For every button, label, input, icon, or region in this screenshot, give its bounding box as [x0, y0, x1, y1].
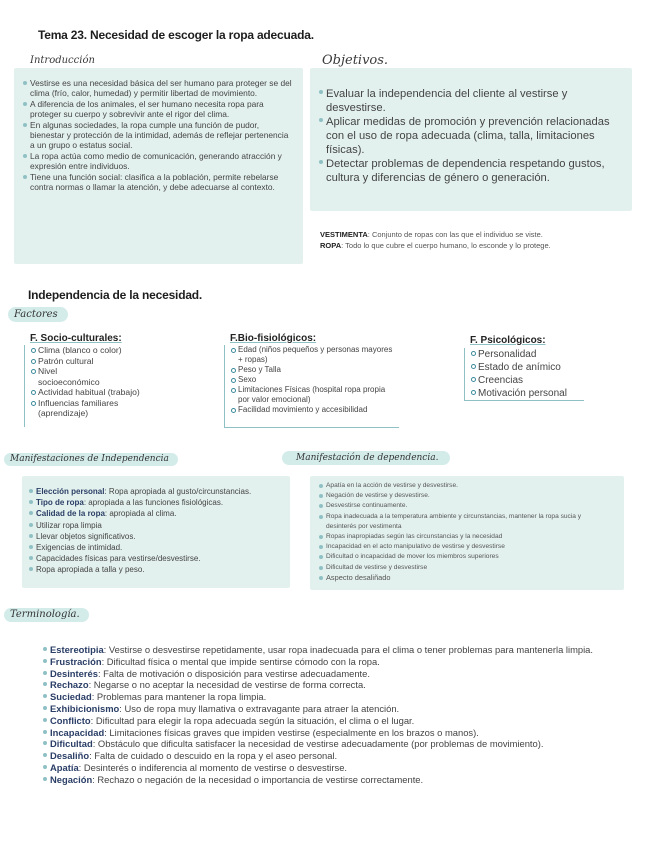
- factor-socio-list: [30, 345, 178, 419]
- page-title: Tema 23. Necesidad de escoger la ropa adecuada.: [38, 28, 314, 42]
- factor-socio-title: F. Socio-culturales:: [30, 333, 122, 344]
- factor-item: Motivación personal: [478, 387, 620, 400]
- manifest-dep-list: [326, 481, 612, 583]
- definitions: [320, 229, 640, 251]
- terminology-list: [50, 644, 606, 786]
- manifest-dep-item: Dificultad o incapacidad de mover los miembros superiores: [326, 552, 612, 562]
- factor-bio-underline: [224, 427, 399, 428]
- factor-item: Personalidad: [478, 348, 620, 361]
- manifest-dep-item: Incapacidad en el acto manipulativo de vestirse y desvestirse: [326, 542, 612, 552]
- manifest-dep-item: Desvestirse continuamente.: [326, 501, 612, 511]
- terminology-item: Exhibicionismo: Uso de ropa muy llamativa o extravagante para atraer la atención.: [50, 703, 606, 715]
- factor-item: Creencias: [478, 374, 620, 387]
- manifest-indep-item: Capacidades físicas para vestirse/desvestirse.: [36, 553, 290, 564]
- terminology-item: Negación: Rechazo o negación de la necesidad o importancia de vestirse correctamente.: [50, 774, 606, 786]
- manifest-dep-item: Ropa inadecuada a la temperatura ambiente y circunstancias, mantener la ropa sucia y desinterés por vestimenta: [326, 512, 612, 532]
- factor-socio-rule: [24, 345, 25, 427]
- factor-item: Peso y Talla: [238, 365, 398, 375]
- terminology-item: Incapacidad: Limitaciones físicas graves que impiden vestirse (especialmente en los brazos o manos).: [50, 727, 606, 739]
- intro-item: A diferencia de los animales, el ser humano necesita ropa para proteger su cuerpo y sobrevivir ante el rigor del clima.: [30, 99, 294, 120]
- manifest-indep-list: [36, 486, 290, 576]
- definition-ropa: ROPA: Todo lo que cubre el cuerpo humano, lo esconde y lo protege.: [320, 241, 551, 250]
- manifest-indep-item: Llevar objetos significativos.: [36, 531, 290, 542]
- terminology-item: Suciedad: Problemas para mantener la ropa limpia.: [50, 691, 606, 703]
- factor-item: Nivel socioeconómico: [38, 366, 100, 387]
- manifest-indep-label: Manifestaciones de Independencia: [4, 453, 178, 466]
- factor-item: Estado de anímico: [478, 361, 620, 374]
- factor-bio-rule: [224, 345, 225, 427]
- intro-label: Introducción: [30, 55, 95, 66]
- intro-list: [30, 78, 294, 192]
- factor-psico-rule: [464, 348, 465, 400]
- objectives-panel: [310, 68, 632, 211]
- factor-psico: [470, 335, 620, 400]
- factor-item: Influencias familiares (aprendizaje): [38, 398, 148, 419]
- factor-psico-title: F. Psicológicos:: [470, 335, 546, 346]
- intro-panel: [14, 68, 303, 264]
- factor-item: Facilidad movimiento y accesibilidad: [238, 405, 398, 415]
- intro-item: Vestirse es una necesidad básica del ser humano para proteger se del clima (frío, calor, humedad) y permitir libertad de movimiento.: [30, 78, 294, 99]
- terminology-item: Frustración: Dificultad física o mental que impide sentirse cómodo con la ropa.: [50, 656, 606, 668]
- manifest-dep-item: Ropas inapropiadas según las circunstancias y la necesidad: [326, 532, 612, 542]
- manifest-indep-panel: [22, 476, 290, 588]
- terminology-item: Conflicto: Dificultad para elegir la ropa adecuada según la situación, el clima o el lugar.: [50, 715, 606, 727]
- independence-title: Independencia de la necesidad.: [28, 288, 203, 302]
- terminology-item: Apatía: Desinterés o indiferencia al momento de vestirse o desvestirse.: [50, 762, 606, 774]
- factor-item: Clima (blanco o color): [38, 345, 178, 356]
- manifest-dep-panel: [310, 476, 624, 590]
- factor-bio-list: [230, 345, 398, 415]
- manifest-indep-item: Ropa apropiada a talla y peso.: [36, 564, 290, 575]
- factor-bio-title: F.Bio-fisiológicos:: [230, 333, 317, 344]
- manifest-indep-item: Tipo de ropa: apropiada a las funciones fisiológicas.: [36, 497, 290, 508]
- manifest-dep-item: Dificultad de vestirse y desvestirse: [326, 563, 612, 573]
- manifest-indep-item: Calidad de la ropa: apropiada al clima.: [36, 508, 290, 519]
- intro-item: La ropa actúa como medio de comunicación, generando atracción y expresión entre individuos.: [30, 151, 294, 172]
- manifest-indep-item: Elección personal: Ropa apropiada al gusto/circunstancias.: [36, 486, 290, 497]
- objective-item: Aplicar medidas de promoción y prevención relacionadas con el uso de ropa adecuada (clima, talla, limitaciones físicas).: [326, 115, 626, 157]
- terminology-item: Estereotipia: Vestirse o desvestirse repetidamente, usar ropa inadecuada para el clima o tener problemas para mantenerla limpia.: [50, 644, 606, 656]
- manifest-dep-item: Apatía en la acción de vestirse y desvestirse.: [326, 481, 612, 491]
- factor-item: Edad (niños pequeños y personas mayores + ropas): [238, 345, 398, 365]
- manifest-dep-label: Manifestación de dependencia.: [282, 451, 450, 465]
- objective-item: Evaluar la independencia del cliente al vestirse y desvestirse.: [326, 87, 626, 115]
- manifest-indep-item: Utilizar ropa limpia: [36, 520, 290, 531]
- terminology-item: Desinterés: Falta de motivación o disposición para vestirse adecuadamente.: [50, 668, 606, 680]
- manifest-indep-item: Exigencias de intimidad.: [36, 542, 290, 553]
- factor-psico-list: [470, 348, 620, 400]
- objectives-list: [326, 87, 626, 185]
- factors-label: Factores: [8, 307, 68, 322]
- factor-item: Sexo: [238, 375, 398, 385]
- definition-vestimenta: VESTIMENTA: Conjunto de ropas con las que el individuo se viste.: [320, 230, 543, 239]
- factor-item: Patrón cultural: [38, 356, 178, 367]
- terminology-label: Terminología.: [4, 608, 89, 622]
- factor-psico-underline: [464, 400, 584, 401]
- factor-bio: [230, 333, 400, 415]
- factor-socio: [30, 333, 180, 419]
- terminology-item: Desaliño: Falta de cuidado o descuido en la ropa y el aseo personal.: [50, 750, 606, 762]
- terminology-item: Rechazo: Negarse o no aceptar la necesidad de vestirse de forma correcta.: [50, 679, 606, 691]
- manifest-dep-item: Negación de vestirse y desvestirse.: [326, 491, 612, 501]
- intro-item: Tiene una función social: clasifica a la población, permite rebelarse contra normas o llamar la atención, y debe adecuarse al contexto.: [30, 172, 294, 193]
- factor-item: Limitaciones Físicas (hospital ropa propia por valor emocional): [238, 385, 398, 405]
- manifest-dep-item: Aspecto desaliñado: [326, 573, 612, 583]
- intro-item: En algunas sociedades, la ropa cumple una función de pudor, bienestar y protección de la intimidad, además de reflejar pertenencia a un grupo o estatus social.: [30, 120, 294, 151]
- factor-item: Actividad habitual (trabajo): [38, 387, 178, 398]
- terminology-item: Dificultad: Obstáculo que dificulta satisfacer la necesidad de vestirse adecuadamente (por problemas de movimiento).: [50, 738, 606, 750]
- objectives-label: Objetivos.: [322, 53, 389, 68]
- objective-item: Detectar problemas de dependencia respetando gustos, cultura y diferencias de género o generación.: [326, 157, 626, 185]
